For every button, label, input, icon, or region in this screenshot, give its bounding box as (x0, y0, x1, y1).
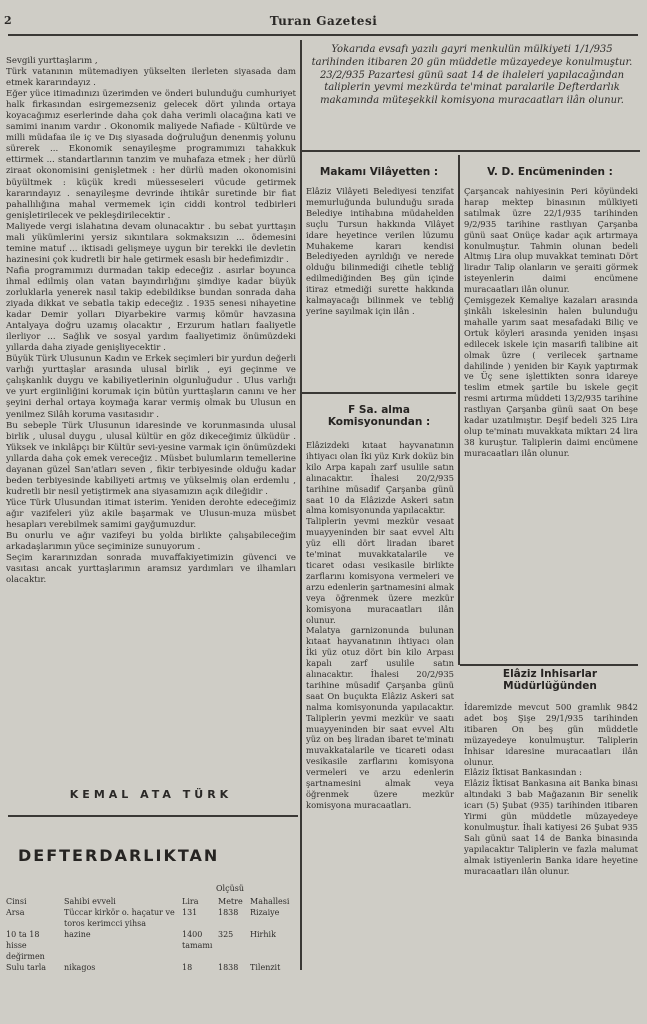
table-row (4, 929, 298, 962)
vilayet-rule (302, 392, 456, 394)
table-cell: 1838 (218, 963, 239, 972)
defterdarlik-title: DEFTERDARLIKTAN (18, 846, 220, 865)
speech-text: Sevgili yurttaşlarım , Türk vatanının mütemadiyen yükselten ilerleten siyasada dam etmek kararındayız . Eğer yüce itimadınızı üzerimden ve önderi bulunduğu cumhuriyet halk firkasından esirgemezseniz gelecek dört yılında ortaya koyacağımız eserlerinde daha çok daha verimli olacağına kati ve samimi inanım vardır . Okonomik maliyede Nafiade - Kültürde ve milli müdafaa ile iç ve Dış siyasada doğruluğun denenmiş yolunu sürerek ... Ekonomik senayileşme programımızı tahakkuk ettirmek ... standartlarının tanzim ve muhafaza etmek ; her dürlü ziraat okonomisini genişletmek : her dürlü maden okonomisini büyültmek : küçük kredi müesseseleri vücude getirmek kararındayız . senayileşme devrinde ihtikâr suretinde bir fiat pahallılığına mahal vermemek için ciddi kontrol tedbirleri genişletirilecek ve pekleşdirilecektir . Maliyede vergi islahatına devam olunacaktır . bu sebat yurttaşın mali yükümlerini yersiz sıkıntılara sokmaksızın ... ödemesini temine matuf ... iktisadi gelişmeye uygun bir terekki ile devletin hazinesini çok kudretli bir hale getirmek esaslı bir hedefimizdir . Nafia programımızı durmadan takip edeceğiz . asırlar boyunca ihmal edilmiş olan vatan bayındırlığını şimdiye kadar büyük zorluklarla yenerek nasıl takip edebildikse bundan sonrada daha ziyada dikkat ve sebatla takip edeceğiz . 1935 senesi nihayetine kadar Demir yolları Diyarbekire varmış kömür havzasına Antalyaya doğru uzamış olacaktır , Erzurum hatları faaliyetle ilerliyor ... Sağlık ve sosyal yardım faaliyetimiz önümüzdeki yıllarda daha ziyade genişliyecektir . Büyük Türk Ulusunun Kadın ve Erkek seçimleri bir yurdun değerli varlığı yurttaşlar arasında ulusal birlik , eyi geçinme ve çalışkanlık duygu ve kabiliyetlerinin olgunluğudur . Ulus varlığı ve yurt ergiinliğini korumak için bütün yurttaşların canını ve her şeyini derhal ortaya koymağa karar vermiş olmak bu Ulusun en yenilmez Silâh koruma vasıtasıdır . Bu sebeple Türk Ulusunun idaresinde ve korunmasında ulusal birlik , ulusal duygu , ulusal kültür en göz dikeceğimiz ülküdür . Yüksek ve inkılâpçı bir Kültür sevi-yesine varmak için önümüzdeki yıllarda daha çok emek vereceğiz . Müsbet bulumların temellerine dayanan güzel San'atları seven , fikir terbiyesinde olduğu kadar beden terbiyesinde kabiliyeti artmış ve yükselmiş olan erdemlu , kudretli bir nesil yetiştirmek ana siyasamızın açık dileğidir . Yüce Türk Ulusundan itimat isterim. Yeniden derohte edeceğimiz ağır vazifeleri yüz akile başarmak ve Ulusun-muza müsbet hesapları verebilmek samimi gayğumuzdur. Bu onurlu ve ağır vazifeyi bu yolda birlikte çalışabileceğim arkadaşlarımın yüce seçiminize sunuyorum . Seçim kararınızdan sonrada muvaffakiyetimizin güvenci ve vasıtası ancak yurttaşlarımın aramsız yardımları ve ilhamları olacaktır. (6, 56, 296, 586)
table-header: Sahibi evveli (64, 897, 116, 906)
speech-column (6, 56, 296, 782)
newspaper-header: Turan Gazetesi (269, 14, 378, 28)
komisyon-title: F Sa. alma Komisyonundan : (327, 404, 431, 428)
table-cell: 131 (182, 908, 198, 917)
vilayet-title: Makamı Vilâyetten : (319, 166, 439, 178)
table-header: Cinsi (6, 897, 27, 906)
header-rule (8, 34, 638, 36)
inhisar-text: İdaremizde mevcut 500 gramlık 9842 adet boş Şişe 29/1/935 tarihinden itibaren On beş gün müddetle müzayedeye konulmuştur. Taliplerin İnhisar idaresine muracaatları ilân olunur. Elâziz İktisat Bankasından : Elâziz İktisat Bankasına ait Banka binası altındaki 3 bab Mağazanın Bir senelik icarı (5) Şubat (935) tarihinden itibaren Yirmi gün müddetle müzayedeye konulmuştur. İhali katiyesi 26 Şubat 935 Salı günü saat 14 de Banka binasında yapılacaktır Taliplerin ve fazla malumat almak istiyenlerin Banka idare heyetine muracaatları ilân olunur. (464, 702, 638, 876)
column-divider-left (300, 40, 302, 970)
encumen-column (464, 186, 638, 660)
table-header: Mahallesi (250, 897, 290, 906)
komisyon-text: Elâzizdeki kıtaat hayvanatının ihtiyacı olan İki yüz Kırk doküz bin kilo Arpa kapalı zarf usulile satın alınacaktır. İhalesi 20/2/935 tarihine müsadif Çarşanba günü saat 10 da Elâzizde Askeri satın alma komisyonunda yapılacaktır. Taliplerin yevmi mezkür vesaat muayyeninden bir saat evvel Altı yüz elli dört liradan ibaret te'minat muvakkatalarile ve ticaret odası vesikasile birlikte zarflarını komisyona vermeleri ve arzu edenlerin şartnamesini almak veya öğrenmek üzere mezkür komisyona muracaatları ilân olunur. Malatya garnizonunda bulunan kıtaat hayvanatının ihtiyacı olan İki yüz otuz dört bin kilo Arpası kapalı zarf usulile satın alınacaktır. İhalesi 20/2/935 tarihine müsadif Çarşanba günü saat On buçukta Elâziz Askeri sat nalma komisyonunda yapılacaktır. Taliplerin yevmi mezkür ve saatı muayyeninden bir saat evvel Altı yüz on beş liradan ibaret te'minatı muvakkatalarile ve ticareti odası vesikasile zarflarını komisyona vermeleri ve arzu edenlerin şartnamesini almak veya öğrenmek üzere mezkür komisyona muracaatları. (306, 440, 454, 810)
table-header: Metre (218, 897, 243, 906)
notice-rule (302, 150, 640, 152)
defterdarlik-table-wrapper (4, 884, 298, 984)
defterdarlik-notice: Yokarıda evsafı yazılı gayri menkulün mülkiyeti 1/1/935 tarihinden itibaren 20 gün müddetle müzayedeye konulmuştur. 23/2/935 Pazartesi günü saat 14 de ihaleleri yapılacağından taliplerin yevmi mezkürda te'minat paralarile Defterdarlık makamında müteşekkil komisyona muracaatları ilân olunur. (311, 44, 633, 107)
encumen-text: Çarşancak nahiyesinin Peri köyündeki harap mektep binasının mülkiyeti satılmak üzre 22/1/935 tarihinden 9/2/935 tarihine rastlıyan Çarşanba günü saat Onüçe kadar açık artırmaya konulmuştur. Tahmin olunan bedeli Altmış Lira olup muvakkat teminatı Dört liradır Talip olanların ve şeraiti görmek isteyenlerin daimi encümene muracaatları ilân olunur. Çemişgezek Kemaliye kazaları arasında şinkâlı iskelesinin halen bulunduğu mahalle yarım saat mesafadaki Biliç ve Ortuk köyleri arasında yeniden inşası edilecek iskele için masarifi talibine ait olmak üzre ( verilecek şartname dahilinde ) yeniden bir Kayık yaptırmak ve Üç sene işlettikten sonra idareye teslim etmek şartile bu iskele geçit resmi artırma müddeti 13/2/935 tarihine rastlıyan Çarşanba günü saat On beşe kadar uzatılmıştır. Deşif bedeli 325 Lira olup te'minatı muvakkata miktarı 24 lira 38 kuruştur. Taliplerin daimi encümene muracaatları ilân olunur. (464, 186, 638, 458)
table-cell: 10 ta 18 hisse değirmen (6, 930, 45, 961)
komisyon-column (306, 440, 454, 970)
olcusu-label: Ölçüsü (216, 884, 245, 893)
table-cell: hazine (64, 930, 91, 939)
table-cell: nikagos (64, 963, 96, 972)
table-cell: Tilenzit (250, 963, 281, 972)
column-divider-right (458, 155, 460, 665)
table-row (4, 962, 298, 973)
page-number: 2 (4, 14, 12, 27)
vilayet-column (306, 186, 454, 386)
table-header: Lira (182, 897, 199, 906)
vilayet-text: Elâziz Vilâyeti Belediyesi tenzifat memurluğunda bulunduğu sırada Belediye intihabına müdahelden suçlu Tursun hakkında Vilâyet idare heyetince verilen lüzumu Muhakeme kararı kendisi Belediyeden ayrıldığı ve nerede olduğu bilinmediği cihetle tebliğ edilmediğinden Beş gün içinde itiraz etmediği surette hakkında kalmayacağı bilinmek ve tebliğ yerine sayılmak için ilân . (306, 186, 454, 316)
table-cell: Tüccar kirkör o. haçatur ve toros kerimcci yihsa (64, 908, 175, 928)
table-cell: Arsa (6, 908, 25, 917)
defterdarlik-rule (8, 815, 298, 817)
table-cell: Sulu tarla (6, 963, 47, 972)
inhisar-column (464, 702, 638, 970)
table-cell: Rizaiye (250, 908, 280, 917)
property-table (4, 896, 298, 973)
inhisar-title: Elâziz İnhisarlar Müdürlüğünden (502, 668, 598, 692)
encumen-rule (460, 664, 638, 666)
signature: KEMAL ATA TÜRK (69, 788, 233, 801)
table-cell: 1400 tamamı (182, 930, 213, 950)
table-cell: 1838 (218, 908, 239, 917)
table-cell: 325 (218, 930, 234, 939)
table-cell: Hirhik (250, 930, 276, 939)
table-row (4, 907, 298, 929)
table-header-row (4, 896, 298, 907)
encumen-title: V. D. Encümeninden : (487, 166, 613, 178)
table-cell: 18 (182, 963, 193, 972)
